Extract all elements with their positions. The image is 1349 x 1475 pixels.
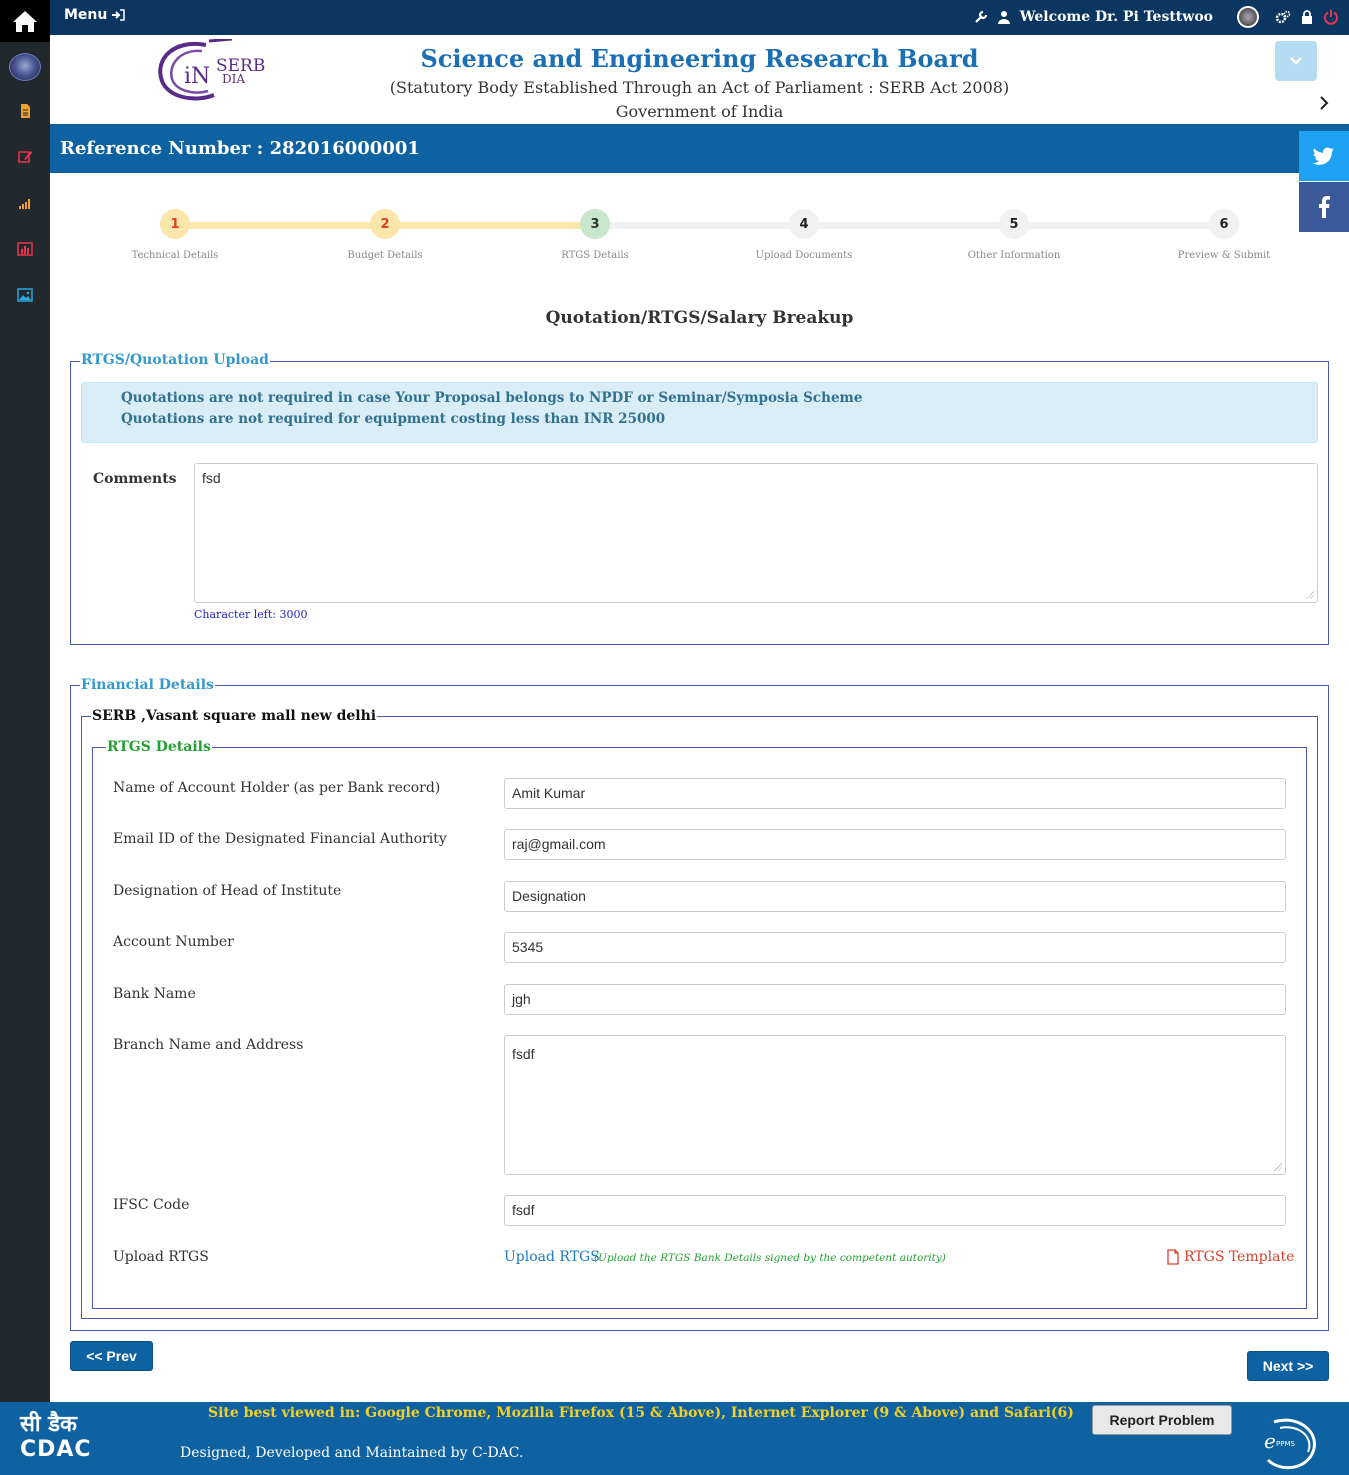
menu-button[interactable] (64, 7, 125, 23)
designed-by-text: Designed, Developed and Maintained by C-DAC. (180, 1445, 524, 1461)
account-number-input[interactable]: 5345 (504, 932, 1286, 963)
comments-textarea[interactable] (194, 463, 1318, 603)
site-subtitle: (Statutory Body Established Through an Act of Parliament : SERB Act 2008) (389, 78, 1010, 97)
image-icon[interactable] (15, 287, 35, 303)
svg-text:PPMS: PPMS (1276, 1440, 1295, 1448)
step-1-label[interactable]: Technical Details (131, 250, 219, 261)
wrench-icon[interactable] (974, 10, 988, 24)
progress-stepper (70, 205, 1329, 275)
account-number-label: Account Number (113, 934, 234, 950)
quotation-alert (81, 382, 1318, 443)
email-label: Email ID of the Designated Financial Authority (113, 831, 447, 847)
svg-text:SERB: SERB (216, 56, 266, 76)
comments-label: Comments (93, 471, 177, 487)
resize-handle[interactable] (1306, 591, 1314, 599)
prev-button[interactable]: << Prev (70, 1341, 153, 1371)
step-4[interactable]: 4 (789, 209, 819, 239)
quotation-legend: RTGS/Quotation Upload (81, 352, 269, 368)
branch-label: Branch Name and Address (113, 1037, 304, 1053)
rtgs-legend: RTGS Details (107, 739, 211, 755)
browser-compat-note: Site best viewed in: Google Chrome, Mozilla Firefox (15 & Above), Internet Explorer (9 & Above) and Safari(6) (208, 1405, 1074, 1421)
header-dropdown-button[interactable] (1275, 41, 1317, 81)
chevron-down-icon (1289, 56, 1303, 66)
step-3-label[interactable]: RTGS Details (561, 250, 629, 261)
svg-text:DIA: DIA (222, 72, 246, 86)
email-input[interactable]: raj@gmail.com (504, 829, 1286, 860)
rtgs-template-link[interactable] (1166, 1249, 1294, 1265)
sign-in-icon (111, 9, 125, 21)
holder-input[interactable]: Amit Kumar (504, 778, 1286, 809)
upload-rtgs-label: Upload RTGS (113, 1249, 209, 1265)
step-1[interactable]: 1 (160, 209, 190, 239)
home-icon[interactable] (0, 0, 50, 42)
sidebar (0, 0, 50, 1402)
site-government: Government of India (615, 102, 784, 121)
cdac-english: CDAC (20, 1437, 92, 1462)
file-icon (1166, 1249, 1180, 1265)
upload-rtgs-link[interactable]: Upload RTGS (504, 1249, 600, 1265)
holder-label: Name of Account Holder (as per Bank record) (113, 780, 441, 796)
designation-label: Designation of Head of Institute (113, 883, 342, 899)
section-title: Quotation/RTGS/Salary Breakup (545, 308, 854, 328)
site-header (50, 35, 1349, 124)
bar-chart-icon[interactable] (15, 241, 35, 257)
cdac-hindi: सी डैक (20, 1412, 77, 1437)
step-6[interactable]: 6 (1209, 209, 1239, 239)
site-footer (0, 1402, 1349, 1475)
step-5-label[interactable]: Other Information (967, 250, 1061, 261)
welcome-text: Welcome Dr. Pi Testtwoo (1019, 9, 1213, 25)
edit-icon[interactable] (15, 149, 35, 165)
chevron-right-icon[interactable] (1318, 95, 1330, 111)
reference-bar (50, 124, 1349, 173)
lock-icon[interactable] (1301, 10, 1313, 24)
branch-textarea[interactable] (504, 1035, 1286, 1175)
menu-label: Menu (64, 7, 108, 23)
step-3[interactable]: 3 (580, 209, 610, 239)
financial-legend: Financial Details (81, 677, 214, 693)
character-counter: Character left: 3000 (194, 608, 308, 621)
settings-icon[interactable] (1275, 10, 1291, 24)
stepper-track-todo (595, 222, 1224, 229)
document-icon[interactable] (15, 103, 35, 119)
step-4-label[interactable]: Upload Documents (755, 250, 853, 261)
resize-handle[interactable] (1274, 1163, 1282, 1171)
rtgs-template-label: RTGS Template (1184, 1249, 1295, 1265)
ifsc-label: IFSC Code (113, 1197, 190, 1213)
step-5[interactable]: 5 (999, 209, 1029, 239)
next-button[interactable]: Next >> (1247, 1351, 1329, 1381)
reference-number: Reference Number : 282016000001 (60, 138, 420, 159)
cdac-logo (20, 1412, 92, 1462)
ifsc-input[interactable]: fsdf (504, 1195, 1286, 1226)
alert-line-1: Quotations are not required in case Your Proposal belongs to NPDF or Seminar/Symposia Scheme (121, 390, 863, 406)
step-2-label[interactable]: Budget Details (347, 250, 423, 261)
twitter-share-button[interactable] (1299, 131, 1349, 181)
svg-text:e: e (1264, 1429, 1276, 1453)
signal-bars-icon[interactable] (15, 195, 35, 211)
bank-name-input[interactable]: jgh (504, 984, 1286, 1015)
bank-name-label: Bank Name (113, 986, 196, 1002)
twitter-icon (1313, 147, 1335, 165)
step-6-label[interactable]: Preview & Submit (1177, 250, 1271, 261)
institute-legend: SERB ,Vasant square mall new delhi (92, 708, 377, 724)
user-avatar[interactable] (1237, 6, 1259, 28)
svg-text:iN: iN (184, 64, 211, 89)
comments-value: fsd (202, 470, 221, 486)
user-icon[interactable] (998, 10, 1010, 24)
designation-input[interactable]: Designation (504, 881, 1286, 912)
site-title: Science and Engineering Research Board (420, 44, 979, 73)
sidebar-avatar[interactable] (9, 53, 41, 81)
top-bar (50, 0, 1349, 35)
eppms-logo (1260, 1414, 1322, 1472)
alert-line-2: Quotations are not required for equipment costing less than INR 25000 (121, 411, 666, 427)
upload-rtgs-note: (Upload the RTGS Bank Details signed by the competent autority) (594, 1252, 946, 1264)
branch-value: fsdf (512, 1046, 535, 1062)
report-problem-button[interactable]: Report Problem (1092, 1405, 1232, 1435)
step-2[interactable]: 2 (370, 209, 400, 239)
power-icon[interactable] (1323, 9, 1339, 25)
